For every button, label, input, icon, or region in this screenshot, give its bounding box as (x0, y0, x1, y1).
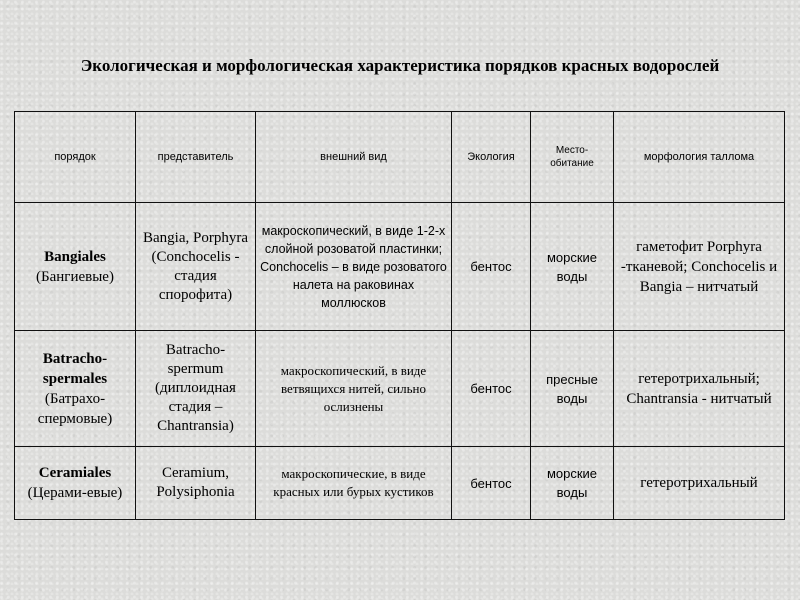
representative-cell: Batracho-spermum (диплоидная стадия – Chantransia) (136, 331, 256, 447)
order-russian: (Батрахо-спермовые) (37, 390, 113, 427)
ecology-cell: бентос (452, 447, 531, 520)
morphology-cell: гетеротрихальный; Chantransia - нитчатый (614, 331, 785, 447)
order-latin: Bangiales (44, 248, 106, 265)
representative-cell: Bangia, Porphyra (Conchocelis - стадия спорофита) (136, 203, 256, 331)
ecology-cell: бентос (452, 331, 531, 447)
order-cell (15, 447, 136, 520)
page-title: Экологическая и морфологическая характеристика порядков красных водорослей (80, 56, 720, 75)
header-appearance: внешний вид (256, 112, 452, 203)
order-cell (15, 203, 136, 331)
habitat-cell: морские воды (531, 447, 614, 520)
characteristics-table (14, 111, 785, 520)
order-cell (15, 331, 136, 447)
appearance-cell: макроскопический, в виде 1-2-х слойной розоватой пластинки; Conchocelis – в виде розоватого налета на раковинах моллюсков (256, 203, 452, 331)
order-latin: Ceramiales (38, 465, 112, 481)
order-russian: (Бангиевые) (36, 268, 114, 285)
habitat-cell: пресные воды (531, 331, 614, 447)
header-habitat: Место-обитание (531, 112, 614, 203)
ecology-cell: бентос (452, 203, 531, 331)
appearance-cell: макроскопические, в виде красных или бурых кустиков (256, 447, 452, 520)
order-russian: (Церами-евые) (27, 485, 123, 501)
table-row (15, 447, 785, 520)
order-latin: Batracho-spermales (42, 350, 108, 387)
header-morphology: морфология таллома (614, 112, 785, 203)
appearance-cell: макроскопический, в виде ветвящихся нитей, сильно ослизнены (256, 331, 452, 447)
table-row (15, 203, 785, 331)
representative-cell: Ceramium, Polysiphonia (136, 447, 256, 520)
header-ecology: Экология (452, 112, 531, 203)
habitat-cell: морские воды (531, 203, 614, 331)
table-row (15, 331, 785, 447)
table-header-row (15, 112, 785, 203)
morphology-cell: гаметофит Porphyra -тканевой; Conchocelis и Bangia – нитчатый (614, 203, 785, 331)
header-representative: представитель (136, 112, 256, 203)
header-order: порядок (15, 112, 136, 203)
morphology-cell: гетеротрихальный (614, 447, 785, 520)
